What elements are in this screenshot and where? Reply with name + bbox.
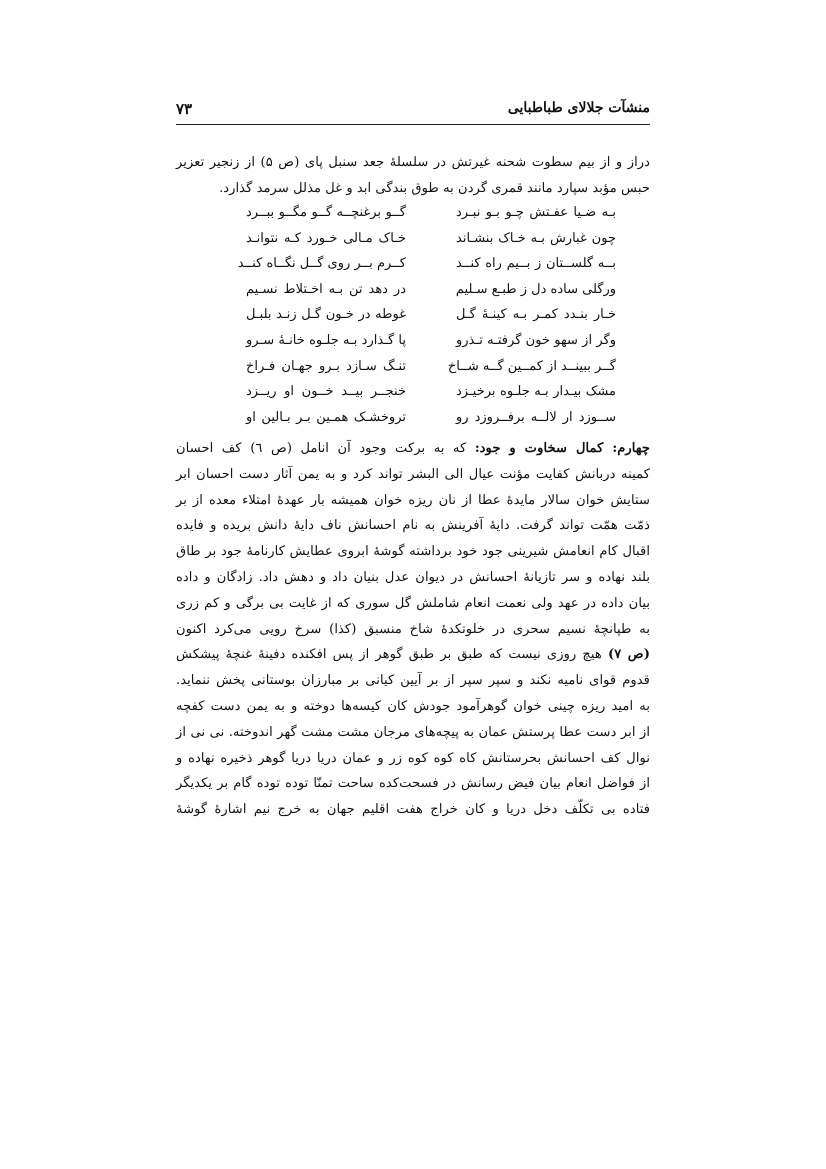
hemistich-right: گــر ببینــد از کمــین گــه شــاخ (447, 358, 616, 374)
text-line (176, 436, 650, 462)
section-paragraph (176, 436, 650, 823)
hemistich-left: تروخشـک همـین بـر بـالین او (246, 409, 406, 425)
couplet (246, 307, 616, 333)
intro-paragraph (176, 150, 650, 202)
running-header (176, 98, 650, 124)
couplet (246, 205, 616, 231)
text-line: از ابر دست عطا پرستش عمان به پیچه‌های مرجان مشت مشت گهر اندوخته. نی نی از (176, 724, 650, 740)
running-title: منشآت جلالای طباطبایی (507, 100, 650, 116)
hemistich-right: ســوزد ار لالــه برفــروزد رو (456, 409, 616, 425)
couplet (246, 359, 616, 385)
hemistich-right: بـه ضـیا عفـتش چـو بـو نبـرد (456, 205, 616, 220)
line-after-reference: هیچ روزی نیست که طبق بر طبق گوهر از پس افکنده دفینهٔ غنچهٔ پیشکش (176, 647, 602, 663)
text-line: ستایش خوان سالار مایدهٔ عطا از نان ریزه خوان همیشه بار عهدهٔ امتلاء معده از بر (176, 492, 650, 508)
hemistich-right: بــه گلســتان ز بــیم راه کنــد (456, 256, 616, 272)
text-line: دراز و از بیم سطوت شحنه غیرتش در سلسلهٔ جعد سنبل پای (ص ۵) از زنجیر تعزیر (176, 155, 650, 170)
hemistich-left: گــو برغنچــه گــو مگــو ببــرد (246, 205, 406, 220)
hemistich-left: غوطه در خـون گـل زنـد بلبـل (246, 307, 406, 323)
hemistich-right: وگر از سهو خون گرفتـه تـذرو (456, 332, 616, 348)
text-line: بیان داده در عهد ولی نعمت انعام شاملش گل سوری که از غایت بی برگی و کم زری (176, 595, 650, 611)
hemistich-right: مشک بیـدار بـه جلـوه برخیـزد (456, 384, 616, 400)
text-line: حبس مؤبد سپارد مانند قمری گردن به طوق بندگی ابد و غل مذلل سرمد گذارد. (219, 180, 650, 196)
couplet (246, 231, 616, 257)
couplet (237, 256, 616, 282)
text-line: نوال کف احسانش بحرستانش کاه کوه کوه زر و عمان دریا دریا گوهر ذخیره نهاده و (176, 750, 650, 766)
hemistich-right: خـار بنـدد کمـر بـه کینـهٔ گـل (456, 307, 616, 323)
hemistich-left: کــرم بــر روی گــل نگــاه کنــد (237, 256, 406, 272)
section-heading: چهارم: کمال سخاوت و جود: (474, 441, 651, 456)
section-first-line: که به برکت وجود آن انامل (ص ٦) کف احسان (176, 441, 467, 456)
text-line: قدوم قوای نامیه نکند و سپر سپر از بر آیین کیانی بر مبارزان بوستانی پخش ننماید. (176, 673, 650, 689)
text-line: اقبال کام انعامش شیرینی جود خود برداشته گوشهٔ ابروی عطایش کارنامهٔ جود بر طاق (176, 544, 650, 560)
poem (237, 205, 616, 435)
text-line: کمینه دربانش کفایت مؤنت عیال الی البشر تواند کرد و به یمن آثار دست احسان ابر (176, 466, 650, 482)
text-line: به طپانچهٔ نسیم سحری در خلوتکدهٔ شاخ منسبق (کذا) سرخ رویی می‌کرد اکنون (176, 621, 650, 637)
hemistich-right: ورگلی ساده دل ز طبـع سـلیم (455, 281, 616, 297)
text-line: بلند نهاده و سر تازیانهٔ احسانش در دیوان عدل بنیان داد و دهش داد. زادگان و داده (176, 569, 650, 585)
text-line: به امید ریزه چینی خوان گوهرآمود جودش کان کیسه‌ها دوخته و به یمن دست کفچه (176, 698, 650, 714)
hemistich-right: چون غبارش بـه خـاک بنشـاند (456, 230, 616, 246)
header-rule (176, 124, 650, 125)
page-reference: (ص ۷) (607, 647, 650, 663)
text-line: ذمّت همّت تواند گرفت. دایهٔ آفرینش به نام احسانش ناف دایهٔ دانش بریده و فایده (176, 518, 650, 534)
text-line: از فواضل انعام بیان فیض رسانش در فسحت‌کده ساحت تمنّا توده توده گام بر یکدیگر (176, 776, 650, 792)
hemistich-left: پا گـذارد بـه جلـوه خانـهٔ سـرو (246, 332, 406, 348)
couplet (246, 410, 616, 436)
hemistich-left: خـاک مـالی خـورد کـه نتوانـد (246, 230, 406, 246)
hemistich-left: تنـگ سـازد بـرو جهـان فـراخ (246, 358, 406, 374)
text-line (176, 642, 650, 668)
text-line: فتاده بی تکلّف دخل دریا و کان خراج هفت اقلیم جهان به خرج نیم اشارهٔ گوشهٔ (176, 802, 650, 818)
couplet (246, 282, 616, 308)
couplet (246, 384, 616, 410)
hemistich-left: خنجــر بیــد خــون او ریــزد (246, 384, 406, 400)
couplet (246, 333, 616, 359)
page-number: ۷۳ (176, 100, 193, 118)
hemistich-left: در دهد تن بـه اخـتلاط نسـیم (246, 281, 406, 297)
